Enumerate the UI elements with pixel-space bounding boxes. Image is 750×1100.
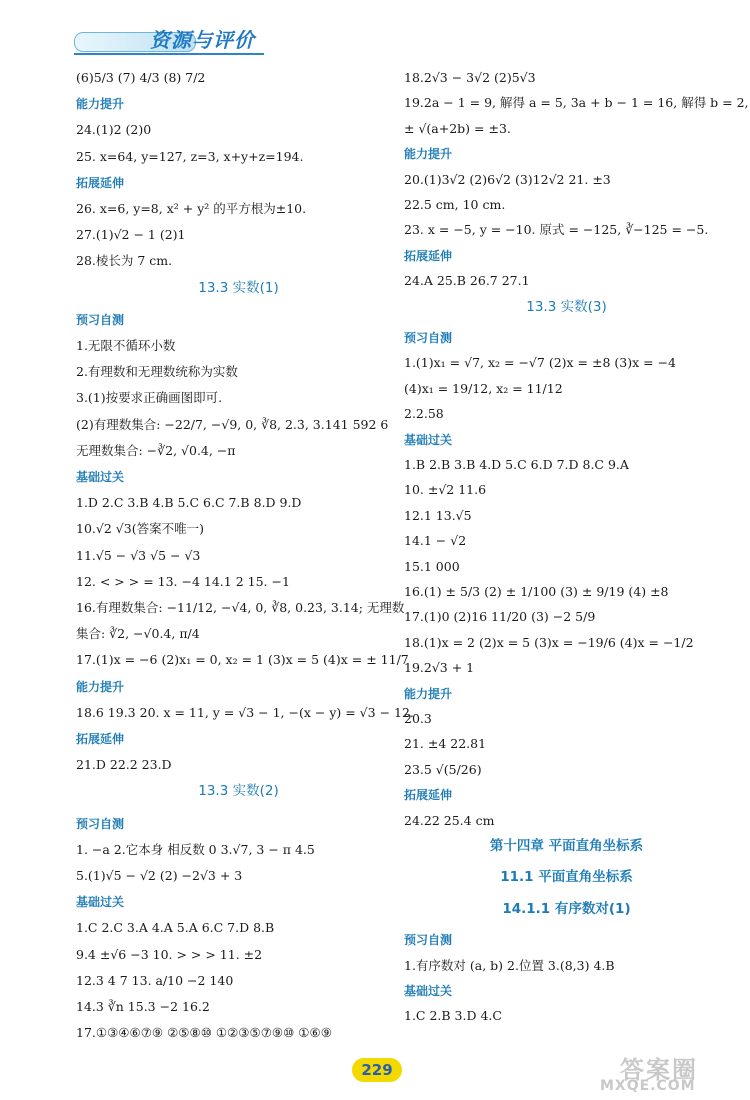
answer-line: 28.棱长为 7 cm. — [76, 253, 173, 269]
answer-line: 24.A 25.B 26.7 27.1 — [404, 273, 530, 289]
answer-line: 12.3 4 7 13. a/10 −2 140 — [76, 972, 234, 988]
answer-line: 24.22 25.4 cm — [404, 812, 495, 828]
answer-line: 18.6 19.3 20. x = 11, y = √3 − 1, −(x − y) = √3 − 12. — [76, 704, 414, 720]
section-heading: 预习自测 — [76, 312, 125, 327]
answer-line: 21.D 22.2 23.D — [76, 757, 172, 773]
section-title: 11.1 平面直角坐标系 — [500, 869, 633, 886]
answer-line: (2)有理数集合: −22/7, −√9, 0, ∛8, 2.3̇, 3.141 592 6 — [76, 416, 389, 432]
answer-line: 12.1 13.√5 — [404, 507, 472, 523]
page-header — [74, 22, 264, 56]
section-heading: 基础过关 — [404, 432, 453, 447]
section-title: 第十四章 平面直角坐标系 — [489, 838, 644, 854]
section-heading: 预习自测 — [76, 816, 125, 831]
header-title: 资源与评价 — [150, 28, 255, 52]
section-heading: 能力提升 — [404, 686, 453, 701]
section-heading: 拓展延伸 — [404, 248, 453, 263]
answer-line: 1.C 2.B 3.D 4.C — [404, 1008, 502, 1024]
answer-line: ± √(a+2b) = ±3. — [404, 120, 511, 136]
answer-line: 19.2√3 + 1 — [404, 660, 475, 676]
answer-line: 24.(1)2 (2)0 — [76, 122, 152, 138]
answer-line: 23. x = −5, y = −10. 原式 = −125, ∛−125 = −5. — [404, 222, 709, 238]
answer-line: 15.1 000 — [404, 558, 460, 574]
answer-line: 集合: ∛2, −√0.4, π/4 — [76, 626, 200, 642]
page-number: 229 — [352, 1058, 402, 1082]
answer-line: 2.有理数和无理数统称为实数 — [76, 364, 238, 380]
answer-line: 18.(1)x = 2 (2)x = 5 (3)x = −19/6 (4)x = −1/2 — [404, 634, 694, 650]
section-title: 13.3 实数(2) — [198, 783, 279, 800]
section-title: 13.3 实数(1) — [198, 279, 279, 296]
section-heading: 能力提升 — [76, 97, 125, 112]
answer-line: 1.有序数对 (a, b) 2.位置 3.(8,3) 4.B — [404, 957, 615, 973]
answer-line: 16.有理数集合: −11/12, −√4, 0, ∛8, 0.2̇3̇, 3.14; 无理数 — [76, 600, 405, 615]
section-heading: 基础过关 — [76, 895, 125, 910]
answer-line: 2.2.58 — [404, 406, 444, 422]
watermark-logo — [600, 1050, 740, 1096]
answer-line: 17.(1)x = −6 (2)x₁ = 0, x₂ = 1 (3)x = 5 (4)x = ± 11/7 — [76, 652, 409, 668]
watermark-text: 答案圈 — [620, 1056, 698, 1084]
section-heading: 拓展延伸 — [404, 788, 453, 803]
answer-line: 17.①③④⑥⑦⑨ ②⑤⑧⑩ ①②③⑤⑦⑨⑩ ①⑥⑨ — [76, 1025, 332, 1041]
answer-line: 17.(1)0 (2)16 11/20 (3) −2 5/9 — [404, 609, 596, 625]
answer-line: 14.1 − √2 — [404, 533, 467, 549]
answer-line: 21. ±4 22.81 — [404, 736, 487, 752]
answer-line: 12. < > > = 13. −4 14.1 2 15. −1 — [76, 573, 290, 589]
section-heading: 拓展延伸 — [76, 732, 125, 746]
section-heading: 预习自测 — [404, 933, 453, 948]
answer-line: 23.5 √(5/26) — [404, 761, 482, 777]
answer-line: 11.√5 − √3 √5 − √3 — [76, 547, 201, 563]
answer-line: 26. x=6, y=8, x² + y² 的平方根为±10. — [76, 201, 307, 216]
section-title: 14.1.1 有序数对(1) — [502, 900, 631, 917]
answer-line: 1.C 2.C 3.A 4.A 5.A 6.C 7.D 8.B — [76, 920, 275, 936]
answer-line: 无理数集合: −∛2, √0.4, −π — [76, 442, 236, 458]
answer-line: 14.3 ∛n 15.3 −2 16.2 — [76, 999, 210, 1014]
answer-line: 19.2a − 1 = 9, 解得 a = 5, 3a + b − 1 = 16, 解得 b = 2, — [404, 95, 749, 111]
answer-line: (6)5/3 (7) 4/3 (8) 7/2 — [76, 70, 206, 85]
section-heading: 拓展延伸 — [76, 175, 125, 190]
answer-line: 27.(1)√2 − 1 (2)1 — [76, 227, 186, 243]
answer-line: 16.(1) ± 5/3 (2) ± 1/100 (3) ± 9/19 (4) ±8 — [404, 584, 669, 599]
answer-line: 1.D 2.C 3.B 4.B 5.C 6.C 7.B 8.D 9.D — [76, 495, 302, 511]
section-heading: 预习自测 — [404, 331, 453, 345]
answer-line: 10. ±√2 11.6 — [404, 482, 487, 498]
answer-line: 1.(1)x₁ = √7, x₂ = −√7 (2)x = ±8 (3)x = −4 — [404, 355, 677, 371]
answer-line: 18.2√3 − 3√2 (2)5√3 — [404, 70, 536, 85]
section-heading: 能力提升 — [404, 147, 453, 162]
answer-line: 9.4 ±√6 −3 10. > > > 11. ±2 — [76, 946, 263, 962]
answer-line: (4)x₁ = 19/12, x₂ = 11/12 — [404, 380, 563, 396]
section-heading: 基础过关 — [404, 984, 453, 998]
answer-line: 25. x=64, y=127, z=3, x+y+z=194. — [76, 148, 304, 164]
answer-line: 1.无限不循环小数 — [76, 338, 176, 353]
section-heading: 能力提升 — [76, 679, 125, 694]
answer-line: 10.√2 √3(答案不唯一) — [76, 521, 204, 537]
watermark-url: MXQE.COM — [600, 1078, 696, 1094]
answer-line: 5.(1)√5 − √2 (2) −2√3 + 3 — [76, 868, 243, 883]
section-heading: 基础过关 — [76, 470, 125, 484]
header-underline — [74, 53, 264, 55]
answer-line: 1. −a 2.它本身 相反数 0 3.√7, 3 − π 4.5 — [76, 841, 315, 857]
section-title: 13.3 实数(3) — [526, 298, 607, 315]
answer-line: 3.(1)按要求正确画图即可. — [76, 390, 223, 406]
answer-line: 20.3 — [404, 711, 432, 726]
answer-line: 22.5 cm, 10 cm. — [404, 197, 506, 212]
answer-line: 1.B 2.B 3.B 4.D 5.C 6.D 7.D 8.C 9.A — [404, 457, 629, 472]
answer-line: 20.(1)3√2 (2)6√2 (3)12√2 21. ±3 — [404, 171, 611, 187]
